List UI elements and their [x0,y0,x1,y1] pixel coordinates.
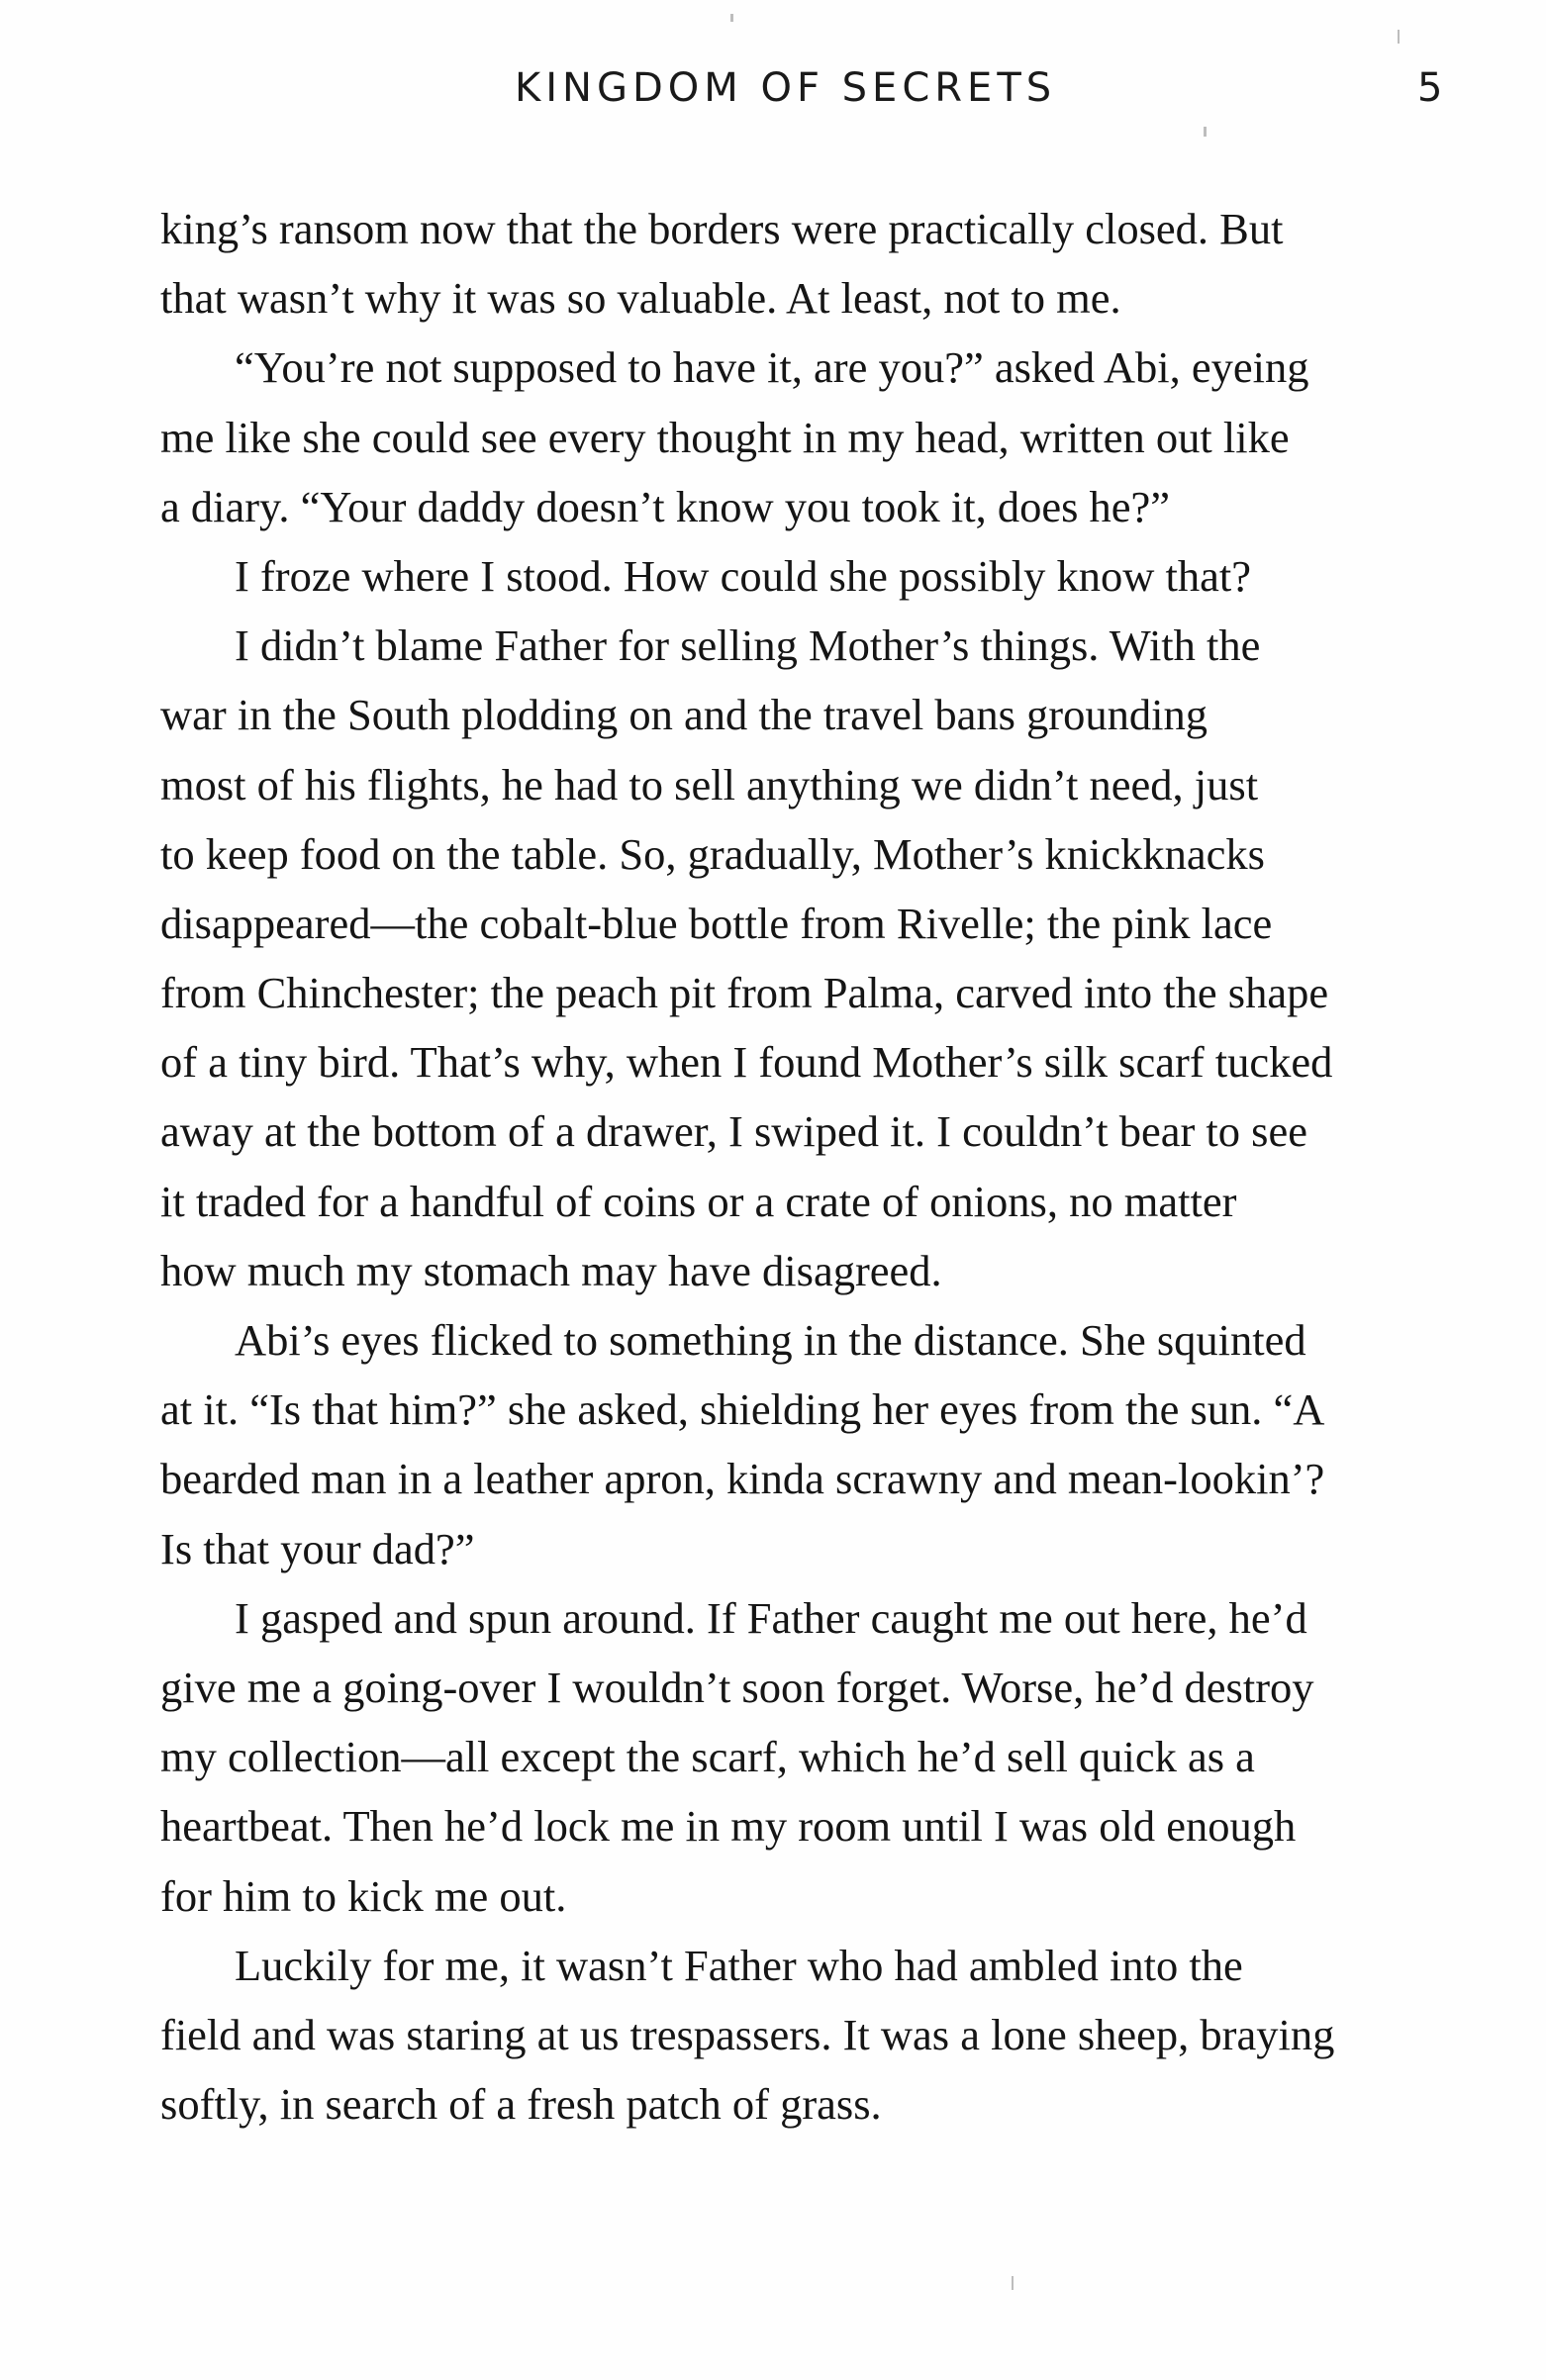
text-line: Abi’s eyes flicked to something in the distance. She squinted [235,1315,1306,1365]
running-head [0,65,1546,125]
text-line: that wasn’t why it was so valuable. At least, not to me. [160,273,1121,324]
text-line: I gasped and spun around. If Father caught me out here, he’d [235,1592,1307,1643]
text-line: me like she could see every thought in my head, written out like [160,412,1290,462]
text-line: of a tiny bird. That’s why, when I found Mother’s silk scarf tucked [160,1037,1333,1088]
text-line: war in the South plodding on and the travel bans grounding [160,690,1208,740]
scan-speck [1398,30,1400,44]
text-line: it traded for a handful of coins or a crate of onions, no matter [160,1176,1237,1226]
text-line: for him to kick me out. [160,1870,567,1921]
text-line: softly, in search of a fresh patch of grass. [160,2079,882,2130]
text-line: I didn’t blame Father for selling Mother’s things. With the [235,620,1261,671]
text-line: disappeared—the cobalt-blue bottle from Rivelle; the pink lace [160,898,1273,948]
body-text [160,194,1348,2139]
text-line: from Chinchester; the peach pit from Palma, carved into the shape [160,968,1329,1018]
text-line: give me a going-over I wouldn’t soon forget. Worse, he’d destroy [160,1662,1314,1712]
text-line: away at the bottom of a drawer, I swiped it. I couldn’t bear to see [160,1106,1307,1157]
page-number: 5 [1417,65,1443,111]
text-line: to keep food on the table. So, gradually, Mother’s knickknacks [160,828,1265,879]
text-line: I froze where I stood. How could she possibly know that? [235,550,1251,601]
scan-speck [730,14,733,22]
text-line: “You’re not supposed to have it, are you?” asked Abi, eyeing [235,342,1309,393]
text-line: Is that your dad?” [160,1523,475,1573]
text-line: a diary. “Your daddy doesn’t know you took it, does he?” [160,481,1171,531]
text-line: my collection—all except the scarf, which he’d sell quick as a [160,1732,1255,1782]
text-line: how much my stomach may have disagreed. [160,1245,942,1295]
scan-speck [1012,2276,1014,2290]
text-line: most of his flights, he had to sell anything we didn’t need, just [160,759,1259,809]
text-line: Luckily for me, it wasn’t Father who had ambled into the [235,1940,1243,1990]
text-line: field and was staring at us trespassers. It was a lone sheep, braying [160,2009,1335,2059]
text-line: heartbeat. Then he’d lock me in my room until I was old enough [160,1801,1297,1852]
book-title: KINGDOM OF SECRETS [515,65,1057,111]
text-line: bearded man in a leather apron, kinda scrawny and mean-lookin’? [160,1454,1325,1504]
text-line: king’s ransom now that the borders were practically closed. But [160,204,1284,253]
text-line: at it. “Is that him?” she asked, shielding her eyes from the sun. “A [160,1384,1325,1435]
scan-speck [1204,127,1207,137]
